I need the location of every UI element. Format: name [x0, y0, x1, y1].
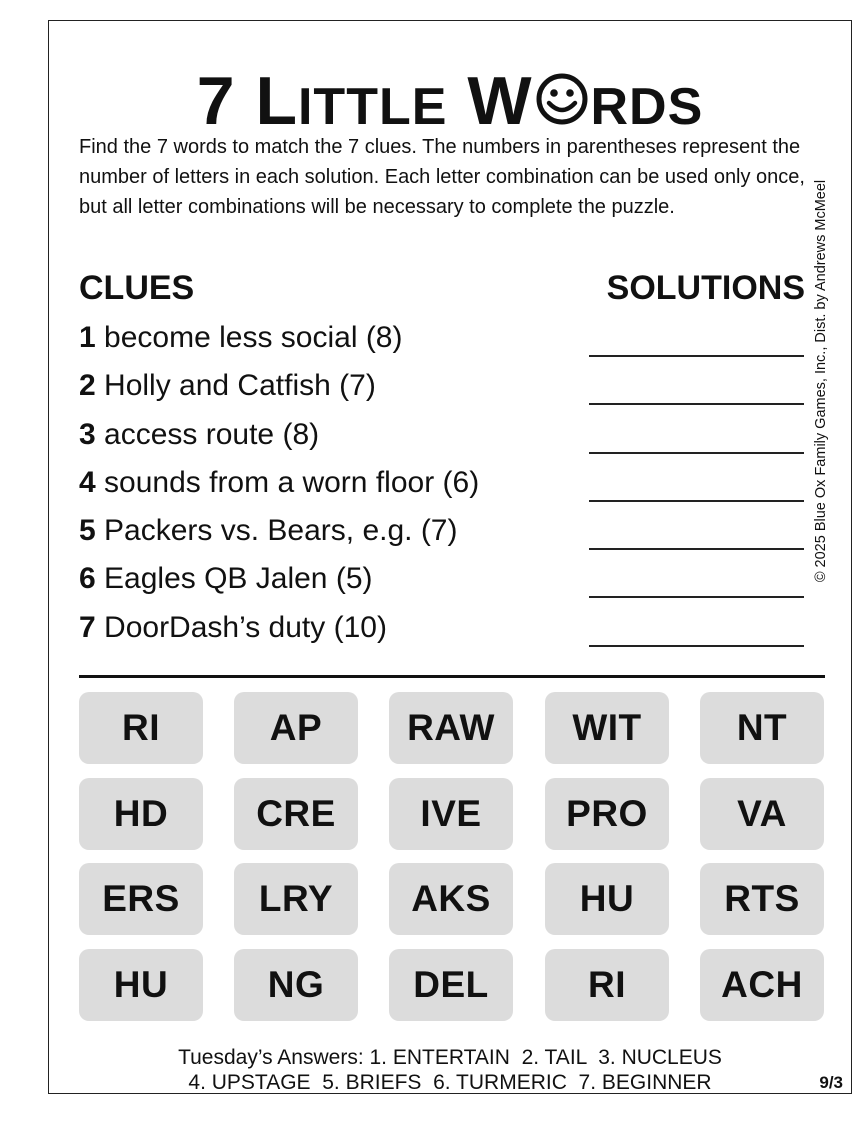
clue-list [79, 319, 809, 657]
divider-rule [79, 675, 825, 678]
clue-number: 4 [79, 465, 96, 499]
letter-tile[interactable]: WIT [545, 692, 669, 764]
clue-row-5 [79, 512, 809, 560]
letter-tile[interactable]: IVE [389, 778, 513, 850]
clue-number: 1 [79, 321, 96, 354]
letter-tile[interactable]: HD [79, 778, 203, 850]
clue-number: 2 [79, 369, 96, 403]
clue-text: access route (8) [104, 417, 320, 451]
letter-tile[interactable]: LRY [234, 863, 358, 935]
clue-text: Eagles QB Jalen (5) [104, 562, 373, 596]
letter-tile[interactable]: RAW [389, 692, 513, 764]
instructions-text: Find the 7 words to match the 7 clues. The numbers in parentheses represent the number of letters in each solution. Each letter combination can be used only once, but all letter combinations will be necessary to complete the puzzle. [79, 136, 805, 218]
clue-text: sounds from a worn floor (6) [104, 465, 480, 499]
clue-row-6 [79, 560, 809, 608]
clue-text: Holly and Catfish (7) [104, 369, 376, 403]
clue-number: 3 [79, 417, 96, 451]
letter-tile[interactable]: AKS [389, 863, 513, 935]
solutions-heading: SOLUTIONS [606, 269, 805, 307]
solution-blank-1[interactable] [589, 355, 804, 357]
answers-line-1: Tuesday’s Answers: 1. ENTERTAIN 2. TAIL 3. NUCLEUS [178, 1046, 722, 1069]
letter-tile[interactable]: AP [234, 692, 358, 764]
letter-tile[interactable]: HU [79, 949, 203, 1021]
clue-text: Packers vs. Bears, e.g. (7) [104, 514, 458, 548]
letter-tile[interactable]: NG [234, 949, 358, 1021]
answers-line-2: 4. UPSTAGE 5. BRIEFS 6. TURMERIC 7. BEGINNER [188, 1071, 712, 1094]
title-word-little: LITTLE [255, 63, 448, 139]
smiley-icon [535, 72, 589, 126]
puzzle-frame: 7 LITTLE W RDS Find the 7 words to match the 7 clues. The numbers in parentheses represent the number of letters in each solution. Each letter combination can be used only once, but all letter combinations will be necessary to complete the puzzle. © 2025 Blue Ox Family Games, Inc., Dist. by Andrews McMeel CLUES SOLUTIONS 1 become less social (8) 2 Holly and Catfish (7) 3 access route (8) 4 sounds from a worn floor (6) 5 Packers vs. Bears, e.g. (7) 6 Eagles QB Jalen (5) 7 DoorDash’s duty (10) RI AP RAW WIT NT HD CRE IVE PRO VA ERS LRY AKS HU RTS HU NG DEL RI ACH Tuesday’s Answers: 1. ENTERTAIN 2. TAIL 3. NUCLEUS 4. UPSTAGE 5. BRIEFS 6. TURMERIC 7. BEGINNER 9/3 [48, 20, 852, 1094]
clue-row-7 [79, 609, 809, 657]
letter-tile[interactable]: ERS [79, 863, 203, 935]
letter-tile[interactable]: VA [700, 778, 824, 850]
solution-blank-4[interactable] [589, 500, 804, 502]
clue-row-2 [79, 367, 809, 415]
letter-tile[interactable]: DEL [389, 949, 513, 1021]
letter-tile[interactable]: CRE [234, 778, 358, 850]
previous-answers [49, 1045, 851, 1095]
solution-blank-2[interactable] [589, 403, 804, 405]
letter-tile[interactable]: RTS [700, 863, 824, 935]
solution-blank-5[interactable] [589, 548, 804, 550]
clue-number: 7 [79, 610, 96, 644]
clue-text: become less social (8) [104, 321, 403, 354]
page-number: 9/3 [819, 1073, 843, 1092]
clue-row-4 [79, 464, 809, 512]
clues-heading: CLUES [79, 269, 195, 307]
letter-tile[interactable]: ACH [700, 949, 824, 1021]
clue-number: 6 [79, 562, 96, 596]
letter-tile[interactable]: RI [79, 692, 203, 764]
letter-tile[interactable]: HU [545, 863, 669, 935]
title-word-words: W RDS [467, 63, 704, 139]
title-number: 7 [196, 63, 236, 139]
clue-row-1 [79, 319, 809, 367]
letter-tile[interactable]: PRO [545, 778, 669, 850]
solution-blank-3[interactable] [589, 452, 804, 454]
solution-blank-6[interactable] [589, 596, 804, 598]
clue-row-3 [79, 416, 809, 464]
letter-tile[interactable]: NT [700, 692, 824, 764]
letter-tile[interactable]: RI [545, 949, 669, 1021]
solution-blank-7[interactable] [589, 645, 804, 647]
clue-text: DoorDash’s duty (10) [104, 610, 387, 644]
clue-number: 5 [79, 514, 96, 548]
